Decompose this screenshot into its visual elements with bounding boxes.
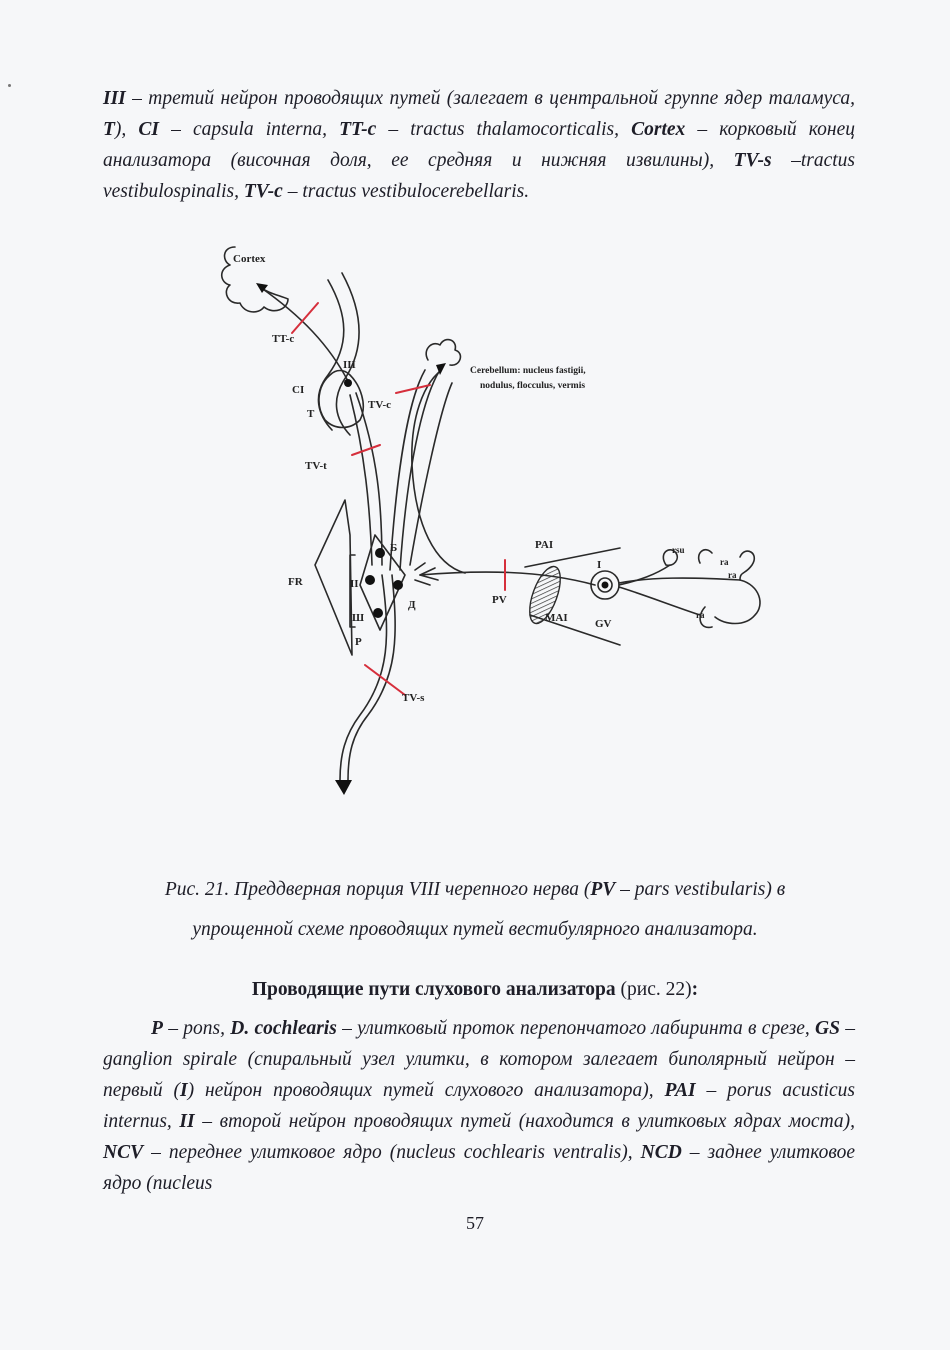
nucleus-d-dot [393,580,403,590]
label-cortex: Cortex [233,253,266,265]
definition-tv-c: – tractus vestibulocerebellaris. [282,181,530,202]
label-cerebellum-line2: nodulus, flocculus, vermis [480,381,586,391]
label-d: Д [408,599,416,611]
label-ii: II [350,578,359,590]
nucleus-b-dot [375,548,385,558]
ascending-tract-left [350,395,372,565]
vestibulospinal-tract-1 [340,575,387,780]
vestibulospinal-tract-2 [348,575,395,780]
label-pv: PV [492,594,507,606]
neuron-iii-dot [344,379,352,387]
definition-iii: – третий нейрон проводящих путей (залегает в центральной группе ядер таламуса, [125,88,855,109]
cerebellum-outline [426,340,460,366]
label-tv-c: TV-c [368,399,392,411]
definition-tv-s: –tractus vestibulospinalis, [103,150,855,202]
term-d-cochlearis: D. cochlearis [230,1018,337,1039]
nucleus-ii-dot [365,575,375,585]
term-tv-c: TV-c [243,181,283,202]
label-tv-t: TV-t [305,460,327,472]
thalamus-outline [319,371,363,428]
intro-paragraph [103,83,855,207]
label-gv: GV [595,618,612,630]
label-ra-3: ra [696,610,705,620]
label-rsu: rsu [672,545,685,555]
definition-cortex: – корковый конец анализатора (височная доля, ее средняя и нижняя извилины), [103,119,856,171]
term-gs: GS [815,1018,840,1039]
descending-arrow-head [335,780,352,795]
definition-t: ), [114,119,139,140]
body-paragraph: P – pons, D. cochlearis – улитковый проток перепончатого лабиринта в срезе, GS – ganglion spirale (спиральный узел улитки, в котором залегает биполярный нейрон – первый (I) нейрон проводящих путей слухового анализатора), PAI – porus acusticus internus, II – второй нейрон проводящих путей (находится в улитковых ядрах моста), NCV – переднее улитковое ядро (nucleus cochlearis ventralis), NCD – заднее улитковое ядро (nucleus [103,1018,856,1194]
label-t: T [307,408,315,420]
tt-c-cut-marker [292,303,318,333]
term-ncv: NCV [103,1142,144,1163]
tv-t-cut-marker [352,445,380,455]
ampulla-ra-2 [740,551,754,580]
label-tv-s: TV-s [402,692,425,704]
label-i: I [597,559,602,571]
label-tt-c: TT-c [272,333,295,345]
term-iii: III [103,88,126,109]
cerebellar-tract-2 [400,370,440,570]
definition-tt-c: – tractus thalamocorticalis, [376,119,632,140]
label-b: Б [390,542,398,554]
term-ci: CI [138,119,160,140]
vestibular-pathway-diagram [200,235,780,805]
label-fr: FR [288,576,303,588]
cerebellar-tract-1 [390,370,425,570]
term-i: I [179,1080,188,1101]
term-tt-c: TT-c [339,119,377,140]
label-cerebellum-line1: Cerebellum: nucleus fastigii, [470,366,586,376]
scan-speck [8,84,11,87]
vestibular-nerve-trunk [420,572,595,585]
label-p: P [355,636,362,648]
formatio-reticularis-outline [315,500,352,655]
term-ncd: NCD [640,1142,682,1163]
term-p: P [151,1018,163,1039]
ganglion-center-dot [602,582,609,589]
semicircular-canal-loop [715,580,760,624]
nucleus-sh-dot [373,608,383,618]
page-number: 57 [466,1213,484,1233]
label-ci: CI [292,384,305,396]
term-ii: II [179,1111,195,1132]
section-heading: Проводящие пути слухового анализатора (рис. 22): [251,979,699,1000]
tv-s-cut-marker [365,665,405,695]
peripheral-fibre-middle [619,578,740,583]
caption-line-1: Рис. 21. Преддверная порция VIII черепного нерва (PV – pars vestibularis) в [164,879,786,900]
term-t: T [103,119,115,140]
label-pai: PAI [535,539,554,551]
term-cortex: Cortex [631,119,686,140]
figure-caption [60,870,890,950]
label-iii: III [343,359,356,371]
vestibular-ascending-fibre [412,373,465,573]
definition-ci: – capsula interna, [159,119,340,140]
term-pai: PAI [664,1080,696,1101]
label-sh: Ш [352,612,365,624]
caption-line-2: упрощенной схеме проводящих путей вестибулярного анализатора. [192,919,758,940]
ampulla-ra-1 [699,550,712,563]
label-ra-2: ra [728,570,737,580]
label-mai: MAI [545,612,568,624]
label-ra-1: ra [720,557,729,567]
cerebellar-tract-3 [410,383,452,565]
peripheral-fibre-lower [619,587,700,615]
term-tv-s: TV-s [733,150,772,171]
